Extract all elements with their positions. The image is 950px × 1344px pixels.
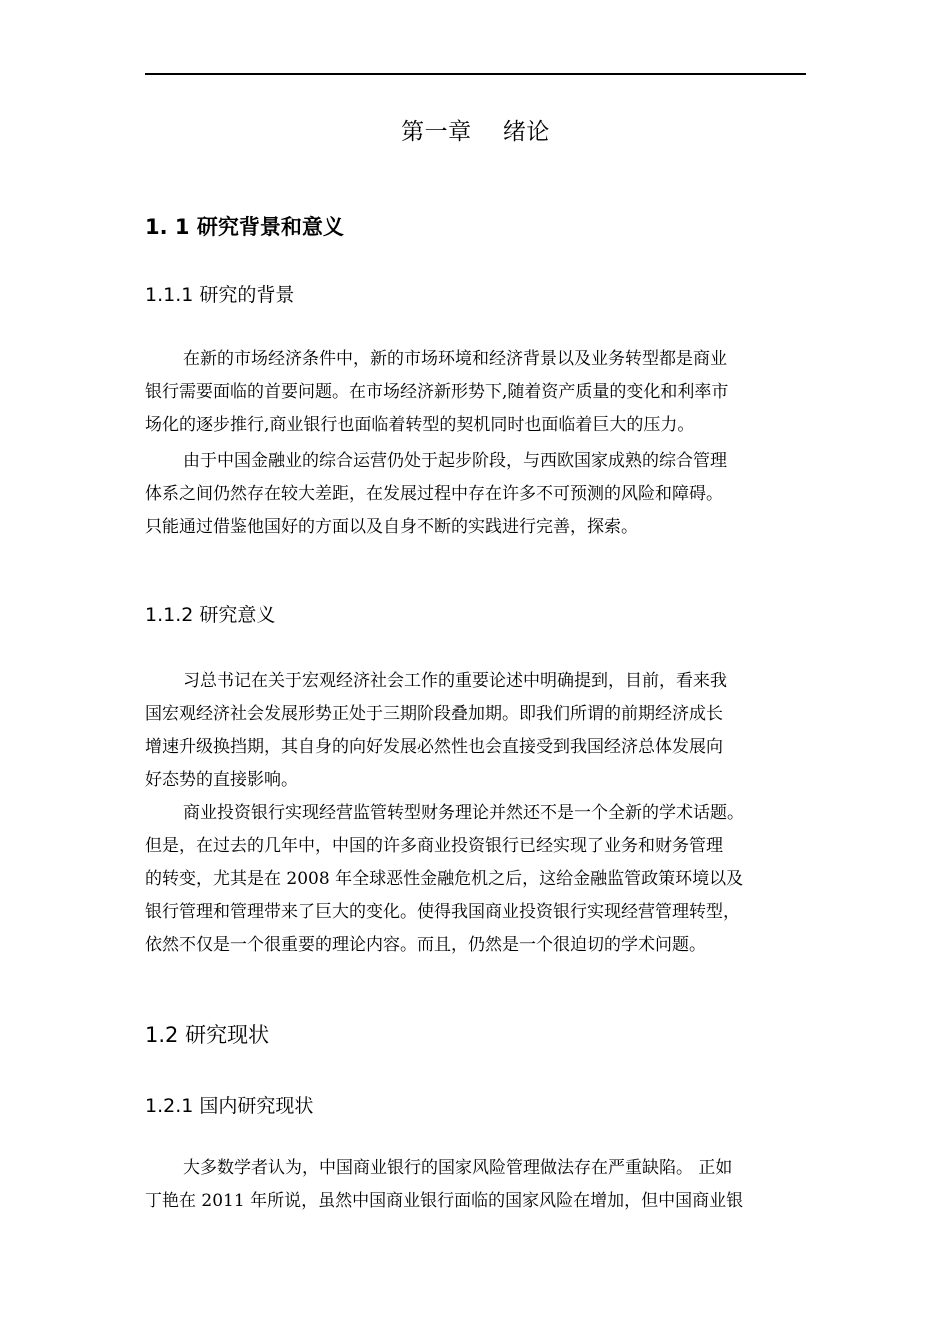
text-line: 但是，在过去的几年中，中国的许多商业投资银行已经实现了业务和财务管理 [145, 836, 723, 856]
subsection-heading-1-1-2: 1.1.2 研究意义 [145, 604, 276, 626]
paragraph-significance-1 [145, 665, 825, 797]
text-line: 大多数学者认为，中国商业银行的国家风险管理做法存在严重缺陷。 正如 [183, 1158, 733, 1178]
text-line: 好态势的直接影响。 [145, 770, 298, 790]
text-line: 只能通过借鉴他国好的方面以及自身不断的实践进行完善，探索。 [145, 517, 638, 537]
section-heading-1-2: 1.2 研究现状 [145, 1023, 270, 1047]
paragraph-background-1 [145, 343, 825, 442]
text-line: 丁艳在 2011 年所说，虽然中国商业银行面临的国家风险在增加，但中国商业银 [145, 1191, 744, 1211]
text-line: 在新的市场经济条件中，新的市场环境和经济背景以及业务转型都是商业 [183, 349, 727, 369]
text-line: 场化的逐步推行,商业银行也面临着转型的契机同时也面临着巨大的压力。 [145, 415, 695, 435]
paragraph-significance-2 [145, 797, 825, 962]
header-rule [145, 73, 806, 75]
text-line: 国宏观经济社会发展形势正处于三期阶段叠加期。即我们所谓的前期经济成长 [145, 704, 723, 724]
text-line: 由于中国金融业的综合运营仍处于起步阶段，与西欧国家成熟的综合管理 [183, 451, 727, 471]
text-line: 银行需要面临的首要问题。在市场经济新形势下,随着资产质量的变化和利率市 [145, 382, 729, 402]
chapter-title: 第一章 绪论 [401, 119, 550, 145]
text-line: 习总书记在关于宏观经济社会工作的重要论述中明确提到，目前，看来我 [183, 671, 727, 691]
paragraph-domestic-research [145, 1152, 825, 1218]
subsection-heading-1-2-1: 1.2.1 国内研究现状 [145, 1095, 314, 1117]
paragraph-background-2 [145, 445, 825, 544]
text-line: 依然不仅是一个很重要的理论内容。而且，仍然是一个很迫切的学术问题。 [145, 935, 706, 955]
text-line: 商业投资银行实现经营监管转型财务理论并然还不是一个全新的学术话题。 [183, 803, 744, 823]
text-line: 增速升级换挡期，其自身的向好发展必然性也会直接受到我国经济总体发展向 [145, 737, 723, 757]
text-line: 的转变，尤其是在 2008 年全球恶性金融危机之后，这给金融监管政策环境以及 [145, 869, 744, 889]
section-heading-1-1: 1. 1 研究背景和意义 [145, 215, 344, 239]
text-line: 银行管理和管理带来了巨大的变化。使得我国商业投资银行实现经营管理转型， [145, 902, 740, 922]
text-line: 体系之间仍然存在较大差距，在发展过程中存在许多不可预测的风险和障碍。 [145, 484, 723, 504]
subsection-heading-1-1-1: 1.1.1 研究的背景 [145, 284, 295, 306]
